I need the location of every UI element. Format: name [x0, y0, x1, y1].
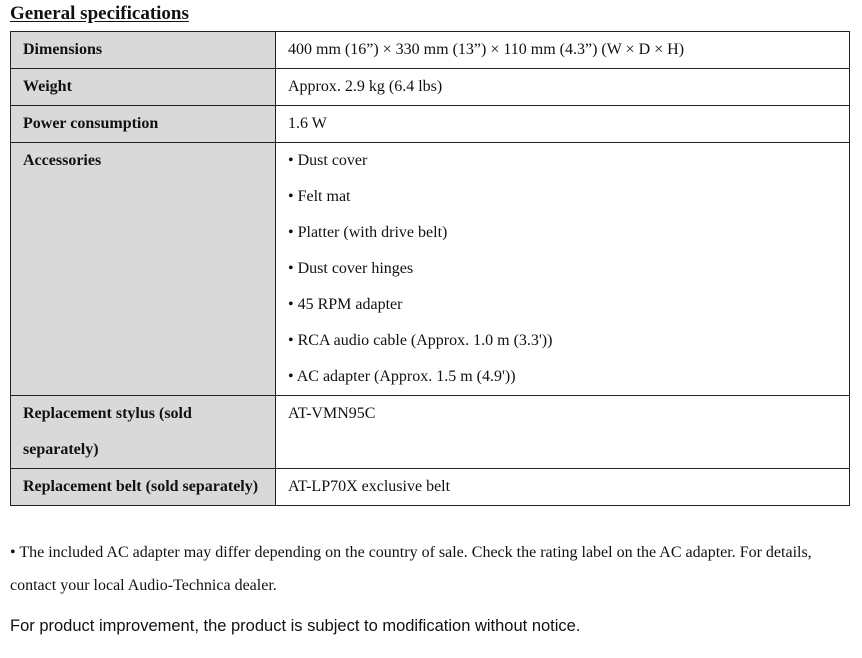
row-label-accessories: Accessories: [11, 143, 276, 396]
table-row: [11, 32, 850, 69]
list-item: • Dust cover: [288, 152, 368, 169]
table-row: [11, 106, 850, 143]
list-item: • Platter (with drive belt): [288, 224, 448, 241]
list-item: • Felt mat: [288, 188, 351, 205]
row-label-dimensions: Dimensions: [11, 32, 276, 69]
list-item: • RCA audio cable (Approx. 1.0 m (3.3')): [288, 332, 553, 349]
adapter-note: • The included AC adapter may differ depending on the country of sale. Check the rating label on the AC adapter. For details, contact your local Audio-Technica dealer.: [10, 544, 812, 594]
table-row: [11, 469, 850, 506]
specifications-table: [10, 31, 850, 506]
table-row: [11, 396, 850, 469]
row-value-belt: AT-LP70X exclusive belt: [276, 469, 850, 506]
list-item: • AC adapter (Approx. 1.5 m (4.9')): [288, 368, 516, 385]
row-value-dimensions: 400 mm (16”) × 330 mm (13”) × 110 mm (4.3”) (W × D × H): [276, 32, 850, 69]
row-value-stylus: AT-VMN95C: [276, 396, 850, 469]
modification-notice: For product improvement, the product is subject to modification without notice.: [10, 617, 581, 635]
list-item: • 45 RPM adapter: [288, 296, 403, 313]
row-value-power: 1.6 W: [276, 106, 850, 143]
row-label-stylus: Replacement stylus (sold separately): [11, 396, 276, 469]
table-row: [11, 69, 850, 106]
row-label-belt: Replacement belt (sold separately): [11, 469, 276, 506]
row-label-power: Power consumption: [11, 106, 276, 143]
list-item: • Dust cover hinges: [288, 260, 414, 277]
row-label-weight: Weight: [11, 69, 276, 106]
section-heading: General specifications: [10, 3, 189, 24]
row-value-weight: Approx. 2.9 kg (6.4 lbs): [276, 69, 850, 106]
row-value-accessories: [276, 143, 850, 396]
table-row: [11, 143, 850, 396]
